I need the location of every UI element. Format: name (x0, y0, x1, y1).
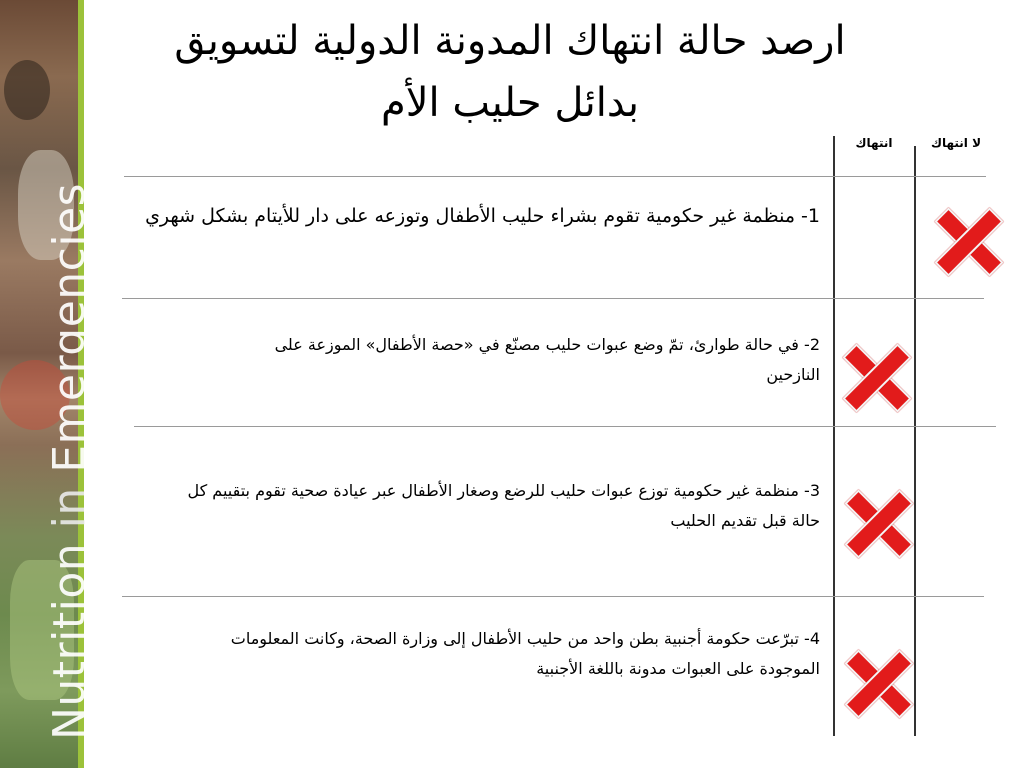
page-title-line: ارصد حالة انتهاك المدونة الدولية لتسويق (174, 18, 846, 64)
row-divider (124, 176, 986, 177)
table-row-text: 3- منظمة غير حكومية توزع عبوات حليب للرضع وصغار الأطفال عبر عيادة صحية تقوم بتقييم كل حالة قبل تقديم الحليب (187, 481, 820, 530)
x-mark-icon (926, 199, 1008, 281)
banner-title-word: Emergencies (44, 182, 95, 488)
banner-title-word: Nutrition (44, 528, 95, 740)
banner-title (44, 183, 95, 740)
x-mark-icon (834, 335, 916, 417)
row-divider (122, 596, 984, 597)
column-header-no-violation: لا انتهاك (930, 136, 982, 150)
table-row-text: 4- تبرّعت حكومة أجنبية بطن واحد من حليب الأطفال إلى وزارة الصحة، وكانت المعلومات الموجودة على العبوات مدونة باللغة الأجنبية (230, 629, 820, 678)
column-divider (833, 136, 835, 736)
row-divider (134, 426, 996, 427)
x-mark-icon (836, 481, 918, 563)
page-title-line: بدائل حليب الأم (380, 80, 640, 126)
photo-detail (4, 60, 50, 120)
column-header-violation: انتهاك (855, 136, 893, 150)
page-title (100, 10, 920, 134)
side-banner (0, 0, 95, 768)
row-divider (122, 298, 984, 299)
x-mark-icon (836, 641, 918, 723)
table-row-text: 2- في حالة طوارئ، تمّ وضع عبوات حليب مصنّع في «حصة الأطفال» الموزعة على النازحين (274, 335, 820, 384)
table-row-text: 1- منظمة غير حكومية تقوم بشراء حليب الأطفال وتوزعه على دار للأيتام بشكل شهري (145, 205, 820, 227)
banner-title-word: in (44, 487, 95, 529)
